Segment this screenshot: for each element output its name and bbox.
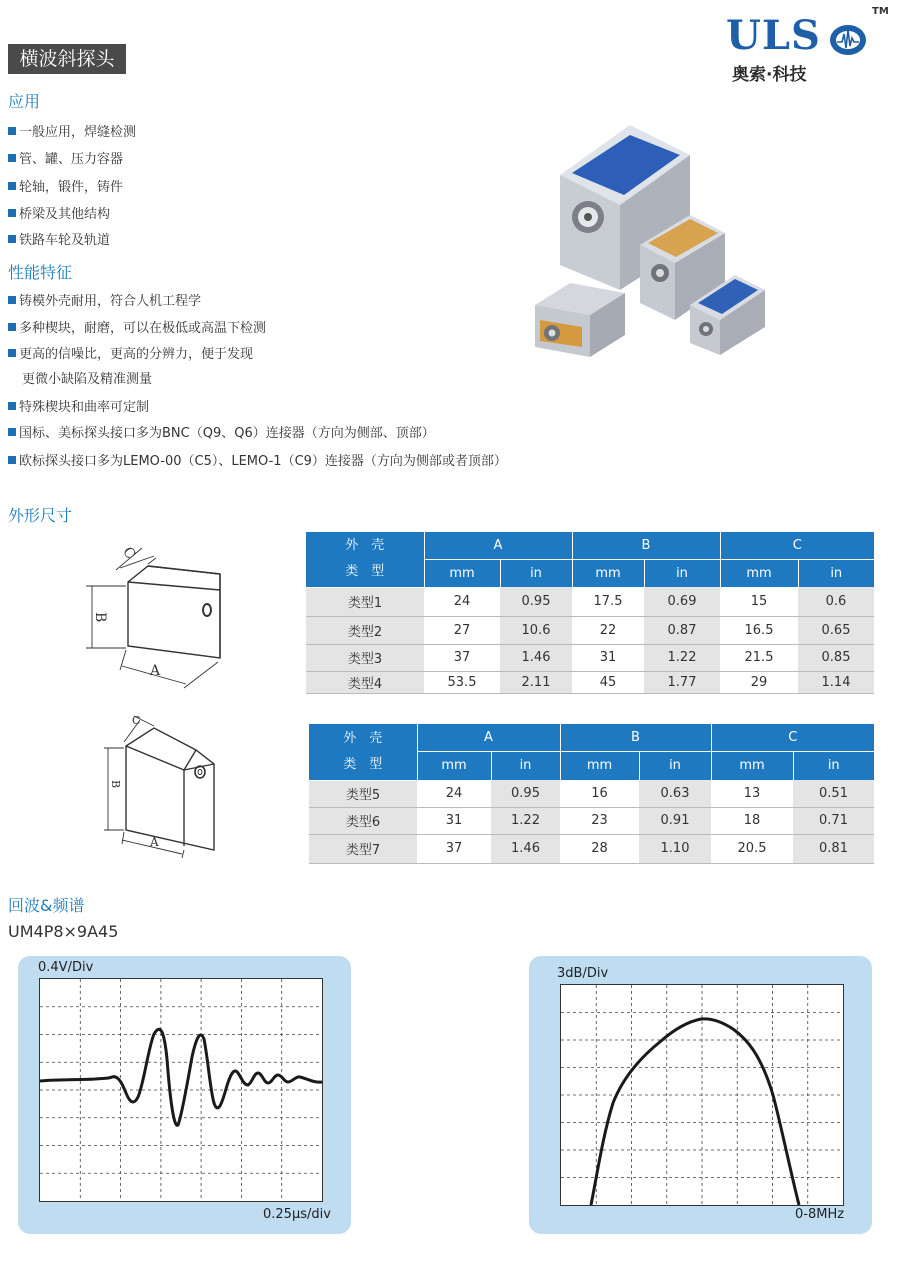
unit-in: in bbox=[491, 751, 560, 780]
table-cell: 类型3 bbox=[306, 644, 424, 671]
diagram-label-c: C bbox=[119, 544, 139, 562]
table-cell: 29 bbox=[720, 671, 798, 693]
shell-type-header: 外 壳 类 型 bbox=[306, 532, 424, 587]
column-group-c: C bbox=[711, 724, 874, 751]
table-cell: 18 bbox=[711, 807, 793, 834]
column-group-b: B bbox=[560, 724, 711, 751]
table-cell: 0.87 bbox=[644, 616, 720, 644]
table-cell: 17.5 bbox=[572, 587, 644, 616]
table-cell: 24 bbox=[424, 587, 500, 616]
feature-item: 多种楔块，耐磨，可以在极低或高温下检测 bbox=[8, 317, 266, 336]
table-cell: 0.69 bbox=[644, 587, 720, 616]
table-cell: 16 bbox=[560, 780, 639, 807]
unit-mm: mm bbox=[572, 559, 644, 587]
spectrum-plot bbox=[560, 984, 844, 1206]
table-cell: 31 bbox=[417, 807, 491, 834]
unit-in: in bbox=[827, 758, 840, 774]
probe-model: UM4P8×9A45 bbox=[8, 922, 119, 941]
table-cell: 53.5 bbox=[424, 671, 500, 693]
column-group-b: B bbox=[572, 532, 720, 559]
table-cell: 1.46 bbox=[500, 644, 572, 671]
feature-item-continuation: 更微小缺陷及精准测量 bbox=[22, 372, 153, 387]
table-cell: 10.6 bbox=[500, 616, 572, 644]
table-cell: 类型6 bbox=[309, 807, 417, 834]
table-row bbox=[309, 834, 874, 863]
table-cell: 23 bbox=[560, 807, 639, 834]
table-row bbox=[306, 616, 874, 644]
feature-item: 欧标探头接口多为LEMO-00（C5）、LEMO-1（C9）连接器（方向为侧部或者顶部） bbox=[8, 450, 507, 469]
dimension-table-2 bbox=[309, 724, 874, 864]
column-group-a: A bbox=[424, 532, 572, 559]
table-cell: 45 bbox=[572, 671, 644, 693]
spectrum-y-label: 3dB/Div bbox=[557, 966, 609, 981]
waveform-y-label: 0.4V/Div bbox=[38, 960, 94, 975]
feature-item: 特殊楔块和曲率可定制 bbox=[8, 396, 149, 415]
waveform-trace bbox=[40, 1029, 322, 1125]
dimension-table-1 bbox=[306, 532, 874, 694]
table-cell: 类型4 bbox=[306, 671, 424, 693]
table-cell: 类型1 bbox=[306, 587, 424, 616]
logo-subtitle: 奥索·科技 bbox=[732, 65, 807, 85]
logo-letters: ULS bbox=[726, 12, 821, 59]
unit-in: in bbox=[639, 751, 711, 780]
application-item: 铁路车轮及轨道 bbox=[8, 229, 110, 248]
table-cell: 27 bbox=[424, 616, 500, 644]
table-cell: 0.6 bbox=[798, 587, 874, 616]
table-cell: 1.10 bbox=[639, 834, 711, 863]
table-cell: 类型5 bbox=[309, 780, 417, 807]
unit-mm: mm bbox=[560, 751, 639, 780]
table-cell: 0.95 bbox=[491, 780, 560, 807]
table-cell: 1.77 bbox=[644, 671, 720, 693]
table-cell: 类型2 bbox=[306, 616, 424, 644]
shell-diagram-2 bbox=[96, 712, 236, 862]
table-cell: 0.95 bbox=[500, 587, 572, 616]
table-cell: 0.65 bbox=[798, 616, 874, 644]
feature-item: 国标、美标探头接口多为BNC（Q9、Q6）连接器（方向为侧部、顶部） bbox=[8, 422, 435, 441]
feature-item: 铸模外壳耐用，符合人机工程学 bbox=[8, 290, 201, 309]
diagram-label-c: C bbox=[132, 714, 141, 727]
table-cell: 2.11 bbox=[500, 671, 572, 693]
table-cell: 类型7 bbox=[309, 834, 417, 863]
waveform-plot bbox=[39, 978, 323, 1202]
table-cell: 21.5 bbox=[720, 644, 798, 671]
table-cell: 0.81 bbox=[793, 834, 874, 863]
unit-in: in bbox=[830, 565, 843, 581]
logo bbox=[726, 6, 896, 86]
table-row bbox=[306, 671, 874, 693]
application-item: 桥梁及其他结构 bbox=[8, 203, 110, 222]
feature-item: 更高的信噪比，更高的分辨力，便于发现 bbox=[8, 343, 253, 362]
unit-mm: mm bbox=[424, 559, 500, 587]
unit-mm: mm bbox=[417, 751, 491, 780]
table-cell: 24 bbox=[417, 780, 491, 807]
column-group-a: A bbox=[417, 724, 560, 751]
table-cell: 20.5 bbox=[711, 834, 793, 863]
column-group-c: C bbox=[720, 532, 874, 559]
logo-trademark: TM bbox=[872, 6, 889, 17]
table-cell: 28 bbox=[560, 834, 639, 863]
table-cell: 0.71 bbox=[793, 807, 874, 834]
table-row bbox=[306, 587, 874, 616]
table-cell: 0.51 bbox=[793, 780, 874, 807]
unit-mm: mm bbox=[720, 559, 798, 587]
shell-type-header: 外 壳 类 型 bbox=[309, 724, 417, 780]
table-cell: 37 bbox=[424, 644, 500, 671]
page-title: 横波斜探头 bbox=[8, 44, 126, 74]
table-cell: 0.85 bbox=[798, 644, 874, 671]
waveform-panel bbox=[18, 956, 351, 1234]
table-cell: 16.5 bbox=[720, 616, 798, 644]
dimensions-heading: 外形尺寸 bbox=[8, 506, 73, 525]
diagram-label-a: A bbox=[150, 663, 161, 679]
table-cell: 1.46 bbox=[491, 834, 560, 863]
table-cell: 37 bbox=[417, 834, 491, 863]
table-cell: 31 bbox=[572, 644, 644, 671]
spectrum-x-label: 0-8MHz bbox=[795, 1207, 845, 1222]
table-cell: 1.14 bbox=[798, 671, 874, 693]
unit-in: in bbox=[644, 559, 720, 587]
diagram-label-a: A bbox=[150, 835, 159, 849]
application-item: 轮轴，锻件，铸件 bbox=[8, 176, 123, 195]
unit-in: in bbox=[500, 559, 572, 587]
table-row bbox=[309, 807, 874, 834]
shell-diagram-1 bbox=[80, 530, 250, 690]
echo-heading: 回波&频谱 bbox=[8, 896, 85, 915]
diagram-label-b: B bbox=[109, 780, 122, 789]
table-row bbox=[306, 644, 874, 671]
logo-emblem-icon bbox=[828, 22, 868, 58]
table-cell: 15 bbox=[720, 587, 798, 616]
application-item: 一般应用，焊缝检测 bbox=[8, 121, 136, 140]
table-cell: 22 bbox=[572, 616, 644, 644]
table-row bbox=[309, 780, 874, 807]
unit-mm: mm bbox=[711, 751, 793, 780]
application-item: 管、罐、压力容器 bbox=[8, 148, 123, 167]
diagram-label-b: B bbox=[92, 612, 108, 623]
table-cell: 1.22 bbox=[644, 644, 720, 671]
applications-heading: 应用 bbox=[8, 92, 41, 111]
spectrum-trace bbox=[591, 1019, 799, 1205]
waveform-x-label: 0.25μs/div bbox=[263, 1207, 331, 1222]
spectrum-panel bbox=[529, 956, 872, 1234]
table-cell: 0.91 bbox=[639, 807, 711, 834]
features-heading: 性能特征 bbox=[8, 263, 73, 282]
table-cell: 0.63 bbox=[639, 780, 711, 807]
table-cell: 1.22 bbox=[491, 807, 560, 834]
product-photo bbox=[520, 115, 780, 365]
table-cell: 13 bbox=[711, 780, 793, 807]
